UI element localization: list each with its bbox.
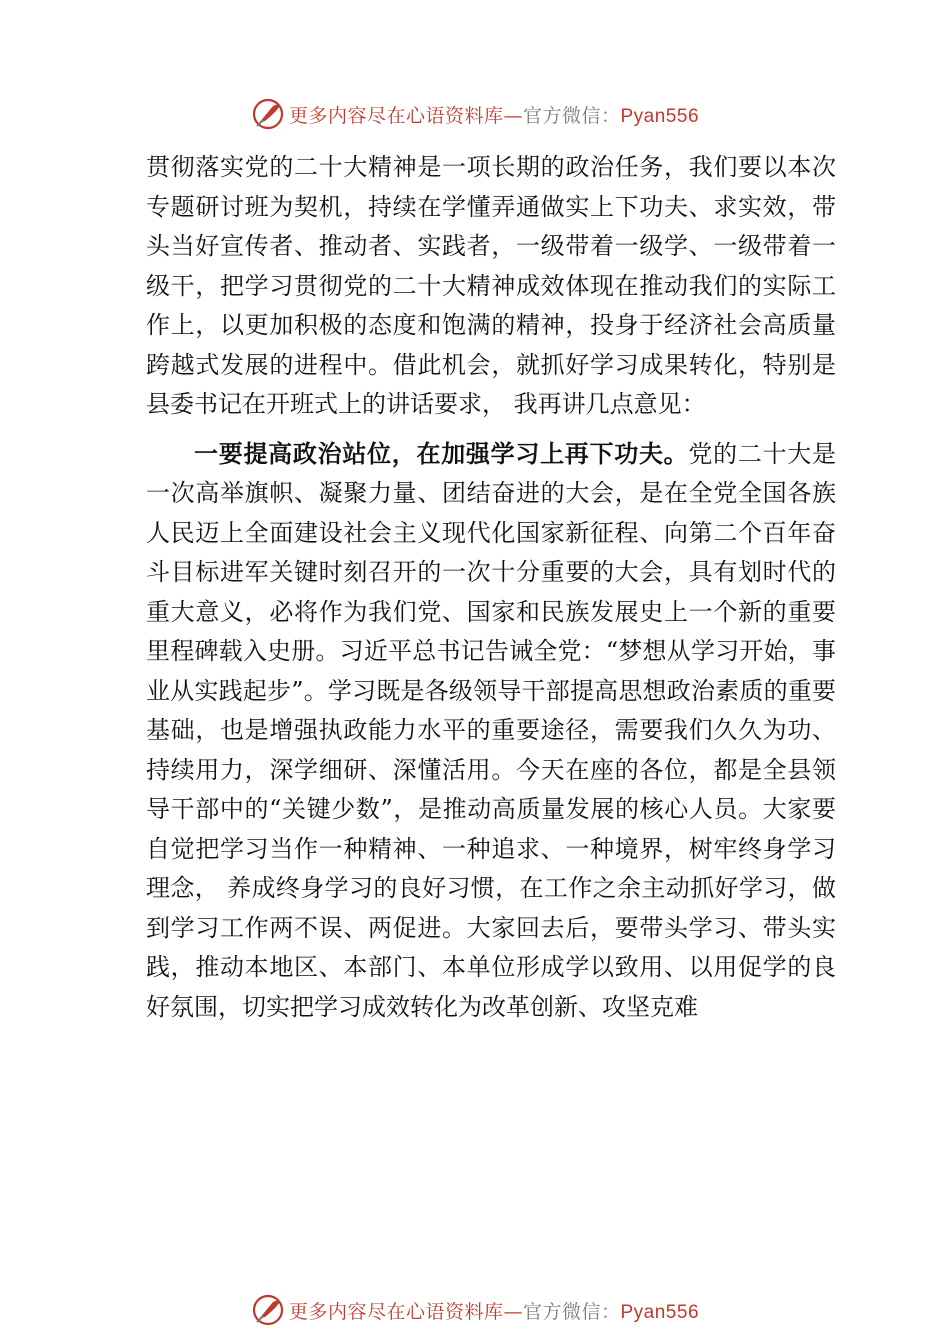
header-text (289, 101, 699, 128)
footer-wechat-id: Pyan556 (620, 1301, 700, 1323)
header-site-name: 更多内容尽在心语资料库 (288, 104, 504, 127)
footer-dash: — (503, 1300, 523, 1323)
footer-text (289, 1297, 699, 1324)
paragraph-point-one-heading: 一要提高政治站位，在加强学习上再下功夫。 (194, 439, 689, 468)
paragraph-point-one-text: 党的二十大是一次高举旗帜、凝聚力量、团结奋进的大会，是在全党全国各族人民迈上全面建设社会主义现代化国家新征程、向第二个百年奋斗目标进军关键时刻召开的一次十分重要的大会，具有划时代的重大意义，必将作为我们党、国家和民族发展史上一个新的重要里程碑载入史册。习近平总书记告诫全党：“梦想从学习开始，事业从实践起步”。学习既是各级领导干部提高思想政治素质的重要基础，也是增强执政能力水平的重要途径，需要我们久久为功、持续用力，深学细研、深懂活用。今天在座的各位，都是全县领导干部中的“关键少数”，是推动高质量发展的核心人员。大家要自觉把学习当作一种精神、一种追求、一种境界，树牢终身学习理念， 养成终身学习的良好习惯，在工作之余主动抓好学习，做到学习工作两不误、两促进。大家回去后，要带头学习、带头实践，推动本地区、本部门、本单位形成学以致用、以用促学的良好氛围，切实把学习成效转化为改革创新、攻坚克难 (146, 439, 837, 1021)
paragraph-point-one (146, 435, 836, 1028)
footer-banner (0, 1290, 950, 1330)
footer-site-name: 更多内容尽在心语资料库 (288, 1300, 504, 1323)
header-official-label: 官方微信： (522, 104, 621, 127)
quill-logo-icon (251, 97, 285, 131)
paragraph-intro: 贯彻落实党的二十大精神是一项长期的政治任务，我们要以本次专题研讨班为契机，持续在学懂弄通做实上下功夫、求实效，带头当好宣传者、推动者、实践者，一级带着一级学、一级带着一级干，把学习贯彻党的二十大精神成效体现在推动我们的实际工作上，以更加积极的态度和饱满的精神，投身于经济社会高质量跨越式发展的进程中。借此机会，就抓好学习成果转化，特别是县委书记在开班式上的讲话要求， 我再讲几点意见： (146, 153, 836, 418)
quill-logo-icon (251, 1293, 285, 1327)
header-banner (0, 94, 950, 134)
document-body (146, 148, 836, 1027)
footer-official-label: 官方微信： (522, 1300, 621, 1323)
header-wechat-id: Pyan556 (620, 105, 700, 127)
header-dash: — (503, 104, 523, 127)
